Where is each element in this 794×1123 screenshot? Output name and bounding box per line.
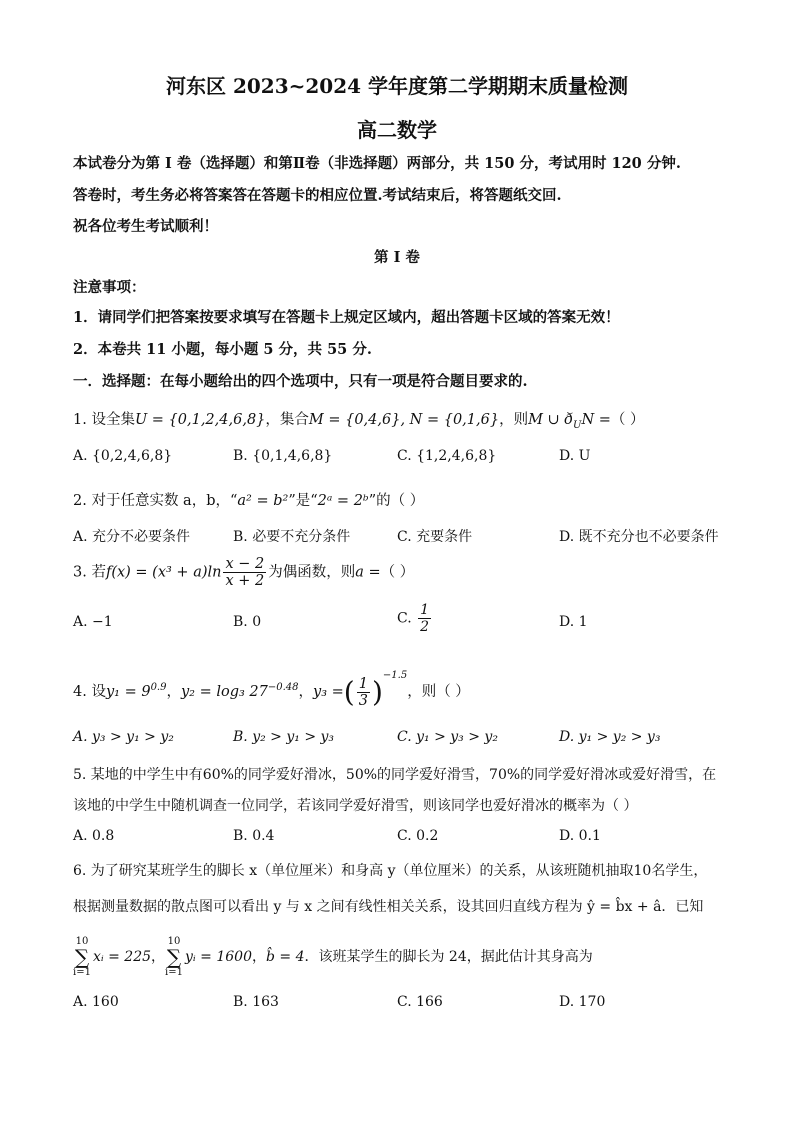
option-c[interactable]: C. y₁ > y₃ > y₂ <box>397 729 498 745</box>
option-a[interactable]: A. 0.8 <box>73 828 115 844</box>
option-a[interactable]: A. −1 <box>73 614 113 630</box>
notice-1: 1．请同学们把答案按要求填写在答题卡上规定区域内，超出答题卡区域的答案无效！ <box>73 309 620 326</box>
intro-line-1: 本试卷分为第 I 卷（选择题）和第Ⅱ卷（非选择题）两部分，共 150 分，考试用时 120 分钟. <box>73 155 681 172</box>
option-c[interactable]: C. {1,2,4,6,8} <box>397 448 497 464</box>
question-5-line-1: 5. 某地的中学生中有60%的同学爱好滑冰，50%的同学爱好滑雪，70%的同学爱好滑冰或爱好滑雪，在 <box>73 767 717 783</box>
option-c[interactable]: C. 充要条件 <box>397 529 473 545</box>
option-d[interactable]: D. 0.1 <box>559 828 601 844</box>
option-a[interactable]: A. 充分不必要条件 <box>73 529 191 545</box>
option-a[interactable]: A. y₃ > y₁ > y₂ <box>73 729 174 745</box>
notice-title: 注意事项： <box>73 279 146 296</box>
option-b[interactable]: B. 163 <box>233 994 279 1010</box>
section-title: 第 I 卷 <box>374 249 420 266</box>
question-3: 3. 若f(x) = (x³ + a)ln $\frac{x - 2}{x + 2}$ 为偶函数，则a =（ ） <box>73 556 415 589</box>
option-b[interactable]: B. y₂ > y₁ > y₃ <box>233 729 335 745</box>
option-a[interactable]: A. {0,2,4,6,8} <box>73 448 173 464</box>
exam-subtitle: 高二数学 <box>357 118 437 142</box>
option-d[interactable]: D. 1 <box>559 614 588 630</box>
option-d[interactable]: D. U <box>559 448 591 464</box>
question-6-line-3: 10 ∑ i=1xᵢ = 225，10 ∑ i=1yᵢ = 1600，b̂ = 4．该班某学生的脚长为 24，据此估计其身高为 <box>73 936 593 978</box>
intro-line-3: 祝各位考生考试顺利！ <box>73 218 218 235</box>
option-d[interactable]: D. 既不充分也不必要条件 <box>559 529 719 545</box>
part-title: 一．选择题：在每小题给出的四个选项中，只有一项是符合题目要求的. <box>73 373 528 390</box>
fraction: $\frac{x - 2}{x + 2}$ <box>225 556 265 589</box>
intro-line-2: 答卷时，考生务必将答案答在答题卡的相应位置.考试结束后，将答题纸交回. <box>73 187 562 204</box>
option-c[interactable]: C. $\frac{1}{2}$ <box>397 602 430 635</box>
option-c[interactable]: C. 166 <box>397 994 443 1010</box>
notice-2: 2．本卷共 11 小题，每小题 5 分，共 55 分. <box>73 341 372 358</box>
option-b[interactable]: B. 0 <box>233 614 262 630</box>
option-b[interactable]: B. 0.4 <box>233 828 275 844</box>
question-1: 1. 设全集U = {0,1,2,4,6,8}，集合M = {0,4,6}, N = {0,1,6}，则M ∪ $ð_UN$ =（ ） <box>73 412 645 431</box>
exam-title: 河东区 2023~2024 学年度第二学期期末质量检测 <box>165 74 628 98</box>
sum-symbol: 10 ∑ i=1 <box>73 936 91 978</box>
sum-symbol: 10 ∑ i=1 <box>165 936 183 978</box>
option-c[interactable]: C. 0.2 <box>397 828 439 844</box>
option-b[interactable]: B. {0,1,4,6,8} <box>233 448 333 464</box>
question-6-line-1: 6. 为了研究某班学生的脚长 x（单位厘米）和身高 y（单位厘米）的关系，从该班随机抽取10名学生， <box>73 863 708 879</box>
question-4: 4. 设$y_1 = 9^{0.9}$，y₂ = log₃ $27^{-0.48}$，y₃ =( $\frac{1}{3}$ )$^{-1.5}$，则（ ） <box>73 670 470 709</box>
option-d[interactable]: D. y₁ > y₂ > y₃ <box>559 729 661 745</box>
option-d[interactable]: D. 170 <box>559 994 606 1010</box>
question-2: 2. 对于任意实数 a，b，“a² = b²”是“2ᵃ = 2ᵇ”的（ ） <box>73 493 425 509</box>
option-b[interactable]: B. 必要不充分条件 <box>233 529 351 545</box>
question-6-line-2: 根据测量数据的散点图可以看出 y 与 x 之间有线性相关关系，设其回归直线方程为 ŷ = b̂x + â．已知 <box>73 899 704 915</box>
option-a[interactable]: A. 160 <box>73 994 119 1010</box>
question-5-line-2: 该地的中学生中随机调查一位同学，若该同学爱好滑雪，则该同学也爱好滑冰的概率为（ ） <box>73 798 638 814</box>
